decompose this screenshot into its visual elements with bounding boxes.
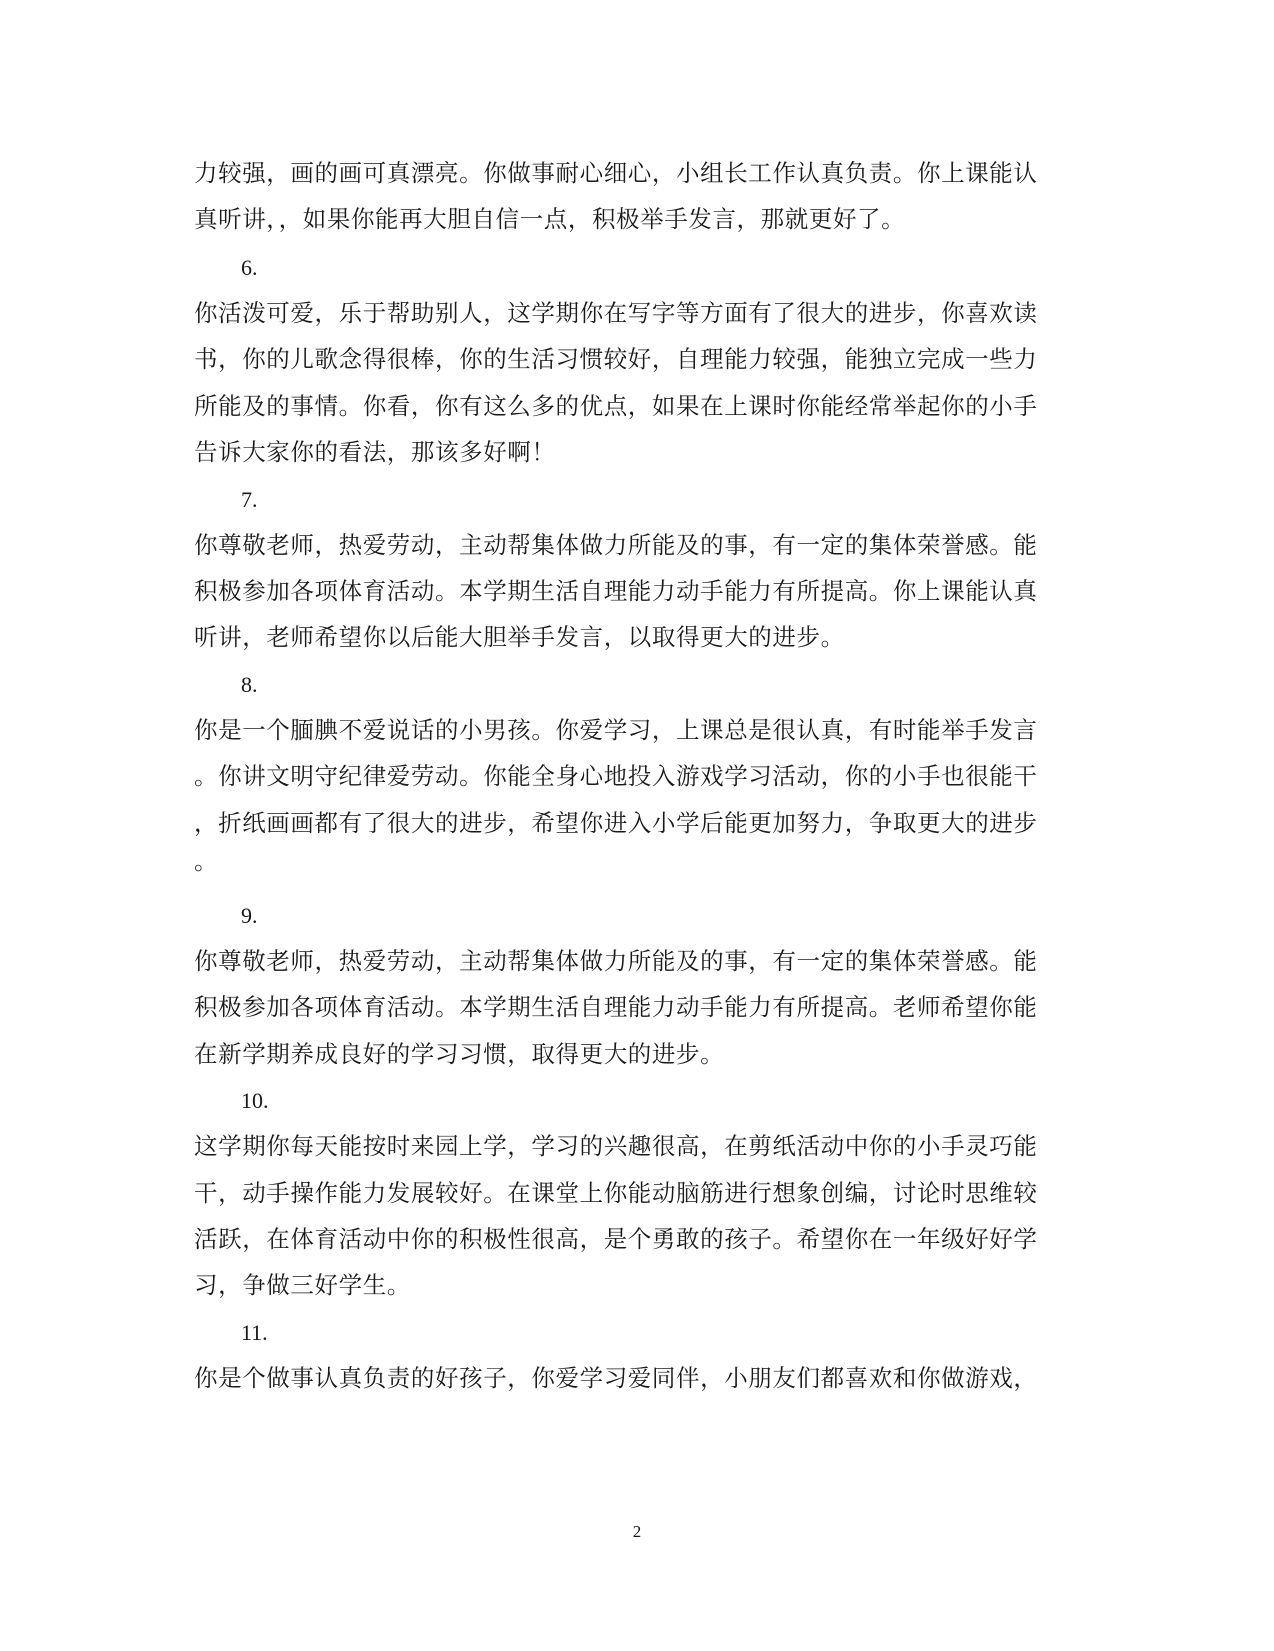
item-number: 11. — [241, 1320, 268, 1345]
text-line: 积极参加各项体育活动。本学期生活自理能力动手能力有所提高。老师希望你能 — [194, 993, 1038, 1021]
text-line: 干，动手操作能力发展较好。在课堂上你能动脑筋进行想象创编，讨论时思维较 — [194, 1179, 1038, 1207]
text-line: 你是一个腼腆不爱说话的小男孩。你爱学习，上课总是很认真，有时能举手发言 — [194, 716, 1038, 744]
text-line: 你尊敬老师，热爱劳动，主动帮集体做力所能及的事，有一定的集体荣誉感。能 — [194, 947, 1038, 975]
item-number: 8. — [241, 672, 258, 697]
text-line: 。 — [194, 847, 219, 875]
text-line: 真听讲，，如果你能再大胆自信一点，积极举手发言，那就更好了。 — [194, 205, 906, 233]
text-line: 书，你的儿歌念得很棒，你的生活习惯较好，自理能力较强，能独立完成一些力 — [194, 345, 1038, 373]
text-line: 你是个做事认真负责的好孩子，你爱学习爱同伴，小朋友们都喜欢和你做游戏， — [194, 1364, 1038, 1392]
item-number: 9. — [241, 903, 258, 928]
text-line: 你尊敬老师，热爱劳动，主动帮集体做力所能及的事，有一定的集体荣誉感。能 — [194, 531, 1038, 559]
text-line: 你活泼可爱，乐于帮助别人，这学期你在写字等方面有了很大的进步，你喜欢读 — [194, 299, 1038, 327]
text-line: 告诉大家你的看法，那该多好啊！ — [194, 438, 556, 466]
text-line: 听讲，老师希望你以后能大胆举手发言，以取得更大的进步。 — [194, 623, 845, 651]
page-number: 2 — [632, 1522, 642, 1541]
text-line: 在新学期养成良好的学习习惯，取得更大的进步。 — [194, 1040, 725, 1068]
item-number: 7. — [241, 487, 258, 512]
text-line: 活跃，在体育活动中你的积极性很高，是个勇敢的孩子。希望你在一年级好好学 — [194, 1225, 1038, 1253]
item-number: 6. — [241, 255, 258, 280]
text-line: 力较强，画的画可真漂亮。你做事耐心细心，小组长工作认真负责。你上课能认 — [194, 159, 1038, 187]
text-line: 所能及的事情。你看，你有这么多的优点，如果在上课时你能经常举起你的小手 — [194, 392, 1038, 420]
text-line: 这学期你每天能按时来园上学，学习的兴趣很高，在剪纸活动中你的小手灵巧能 — [194, 1132, 1038, 1160]
item-number: 10. — [241, 1088, 269, 1113]
text-line: 积极参加各项体育活动。本学期生活自理能力动手能力有所提高。你上课能认真 — [194, 577, 1038, 605]
text-line: 习，争做三好学生。 — [194, 1271, 411, 1299]
text-line: ，折纸画画都有了很大的进步，希望你进入小学后能更加努力，争取更大的进步 — [194, 809, 1038, 837]
text-line: 。你讲文明守纪律爱劳动。你能全身心地投入游戏学习活动，你的小手也很能干 — [194, 762, 1038, 790]
